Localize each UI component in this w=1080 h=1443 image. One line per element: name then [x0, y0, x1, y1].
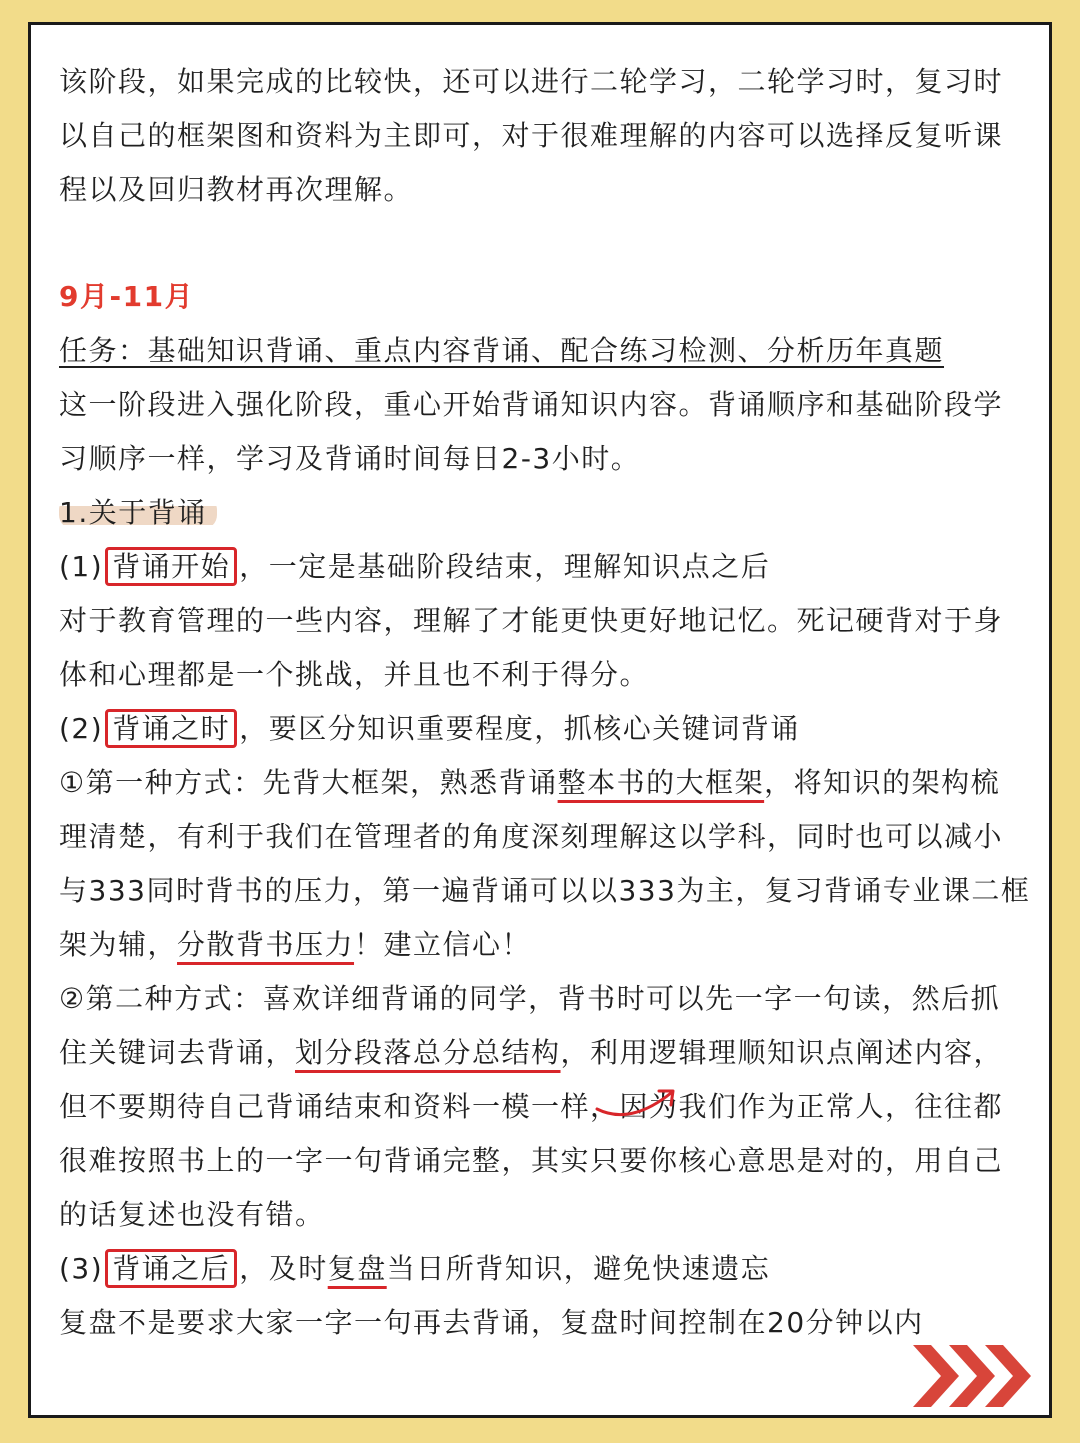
- next-arrows-icon[interactable]: [911, 1341, 1041, 1411]
- point1-line-2: 对于教育管理的一些内容，理解了才能更快更好地记忆。死记硬背对于身: [59, 604, 1004, 637]
- handdrawn-arrow-icon: [591, 1083, 691, 1123]
- point2-text: ，要区分知识重要程度，抓核心关键词背诵: [239, 712, 800, 745]
- method2-line-5: 的话复述也没有错。: [59, 1198, 325, 1231]
- point2-keyword: 背诵之时: [105, 709, 237, 748]
- stage-para-line-1: 这一阶段进入强化阶段，重心开始背诵知识内容。背诵顺序和基础阶段学: [59, 388, 1004, 421]
- method2-l2-text-b: ，利用逻辑理顺知识点阐述内容，: [560, 1036, 1004, 1069]
- method2-line-1: ②第二种方式：喜欢详细背诵的同学，背书时可以先一字一句读，然后抓: [59, 982, 1001, 1015]
- method1-l4-text-b: ！建立信心！: [354, 928, 532, 961]
- task-line: 任务：基础知识背诵、重点内容背诵、配合练习检测、分析历年真题: [59, 334, 945, 367]
- method1-underlined: 整本书的大框架: [557, 766, 765, 799]
- method2-l2-text-a: 住关键词去背诵，: [59, 1036, 296, 1069]
- point2-number: (2): [59, 712, 104, 745]
- intro-line-3: 程以及回归教材再次理解。: [59, 173, 414, 206]
- method1-line-1: [59, 763, 1000, 803]
- method2-l2-underlined: 划分段落总分总结构: [295, 1036, 561, 1069]
- point3-keyword: 背诵之后: [105, 1249, 237, 1288]
- point2-row: [59, 709, 800, 749]
- point3-number: (3): [59, 1252, 104, 1285]
- method1-l4-text-a: 架为辅，: [59, 928, 178, 961]
- point1-number: (1): [59, 550, 104, 583]
- method1-l4-underlined: 分散背书压力: [177, 928, 355, 961]
- point3-underlined: 复盘: [327, 1252, 387, 1285]
- point1-line-3: 体和心理都是一个挑战，并且也不利于得分。: [59, 658, 650, 691]
- intro-line-2: 以自己的框架图和资料为主即可，对于很难理解的内容可以选择反复听课: [59, 119, 1004, 152]
- intro-line-1: 该阶段，如果完成的比较快，还可以进行二轮学习，二轮学习时，复习时: [59, 65, 1004, 98]
- point3-line-2: 复盘不是要求大家一字一句再去背诵，复盘时间控制在20分钟以内: [59, 1306, 924, 1339]
- point3-text-a: ，及时: [239, 1252, 328, 1285]
- stage-para-line-2: 习顺序一样，学习及背诵时间每日2-3小时。: [59, 442, 641, 475]
- recite-title: 1.关于背诵: [59, 496, 217, 529]
- method1-text-a: ①第一种方式：先背大框架，熟悉背诵: [59, 766, 558, 799]
- point1-row: [59, 547, 770, 587]
- point3-text-b: 当日所背知识，避免快速遗忘: [386, 1252, 771, 1285]
- method2-line-2: [59, 1033, 1003, 1073]
- recite-title-row: [59, 493, 217, 533]
- method1-text-b: ，将知识的架构梳: [764, 766, 1001, 799]
- method2-line-3: 但不要期待自己背诵结束和资料一模一样，因为我们作为正常人，往往都: [59, 1090, 1004, 1123]
- method1-line-2: 理清楚，有利于我们在管理者的角度深刻理解这以学科，同时也可以减小: [59, 820, 1004, 853]
- section-heading: 9月-11月: [59, 280, 195, 313]
- point1-keyword: 背诵开始: [105, 547, 237, 586]
- method1-line-3: 与333同时背书的压力，第一遍背诵可以以333为主，复习背诵专业课二框: [59, 874, 1031, 907]
- point3-row: [59, 1249, 770, 1289]
- point1-text: ，一定是基础阶段结束，理解知识点之后: [239, 550, 771, 583]
- method2-line-4: 很难按照书上的一字一句背诵完整，其实只要你核心意思是对的，用自己: [59, 1144, 1004, 1177]
- content-card: [28, 22, 1052, 1418]
- method1-line-4: [59, 925, 531, 965]
